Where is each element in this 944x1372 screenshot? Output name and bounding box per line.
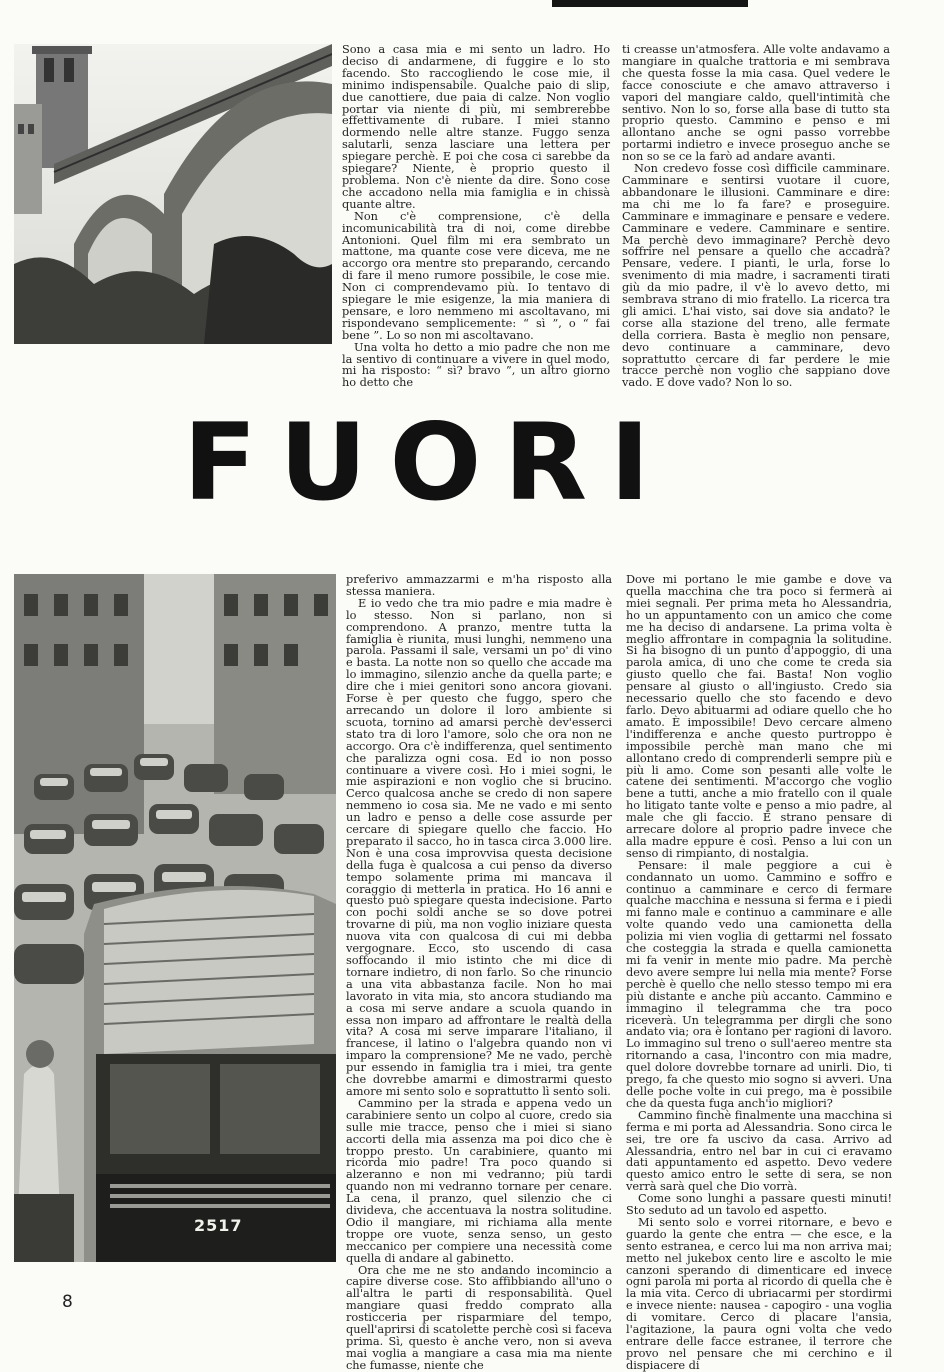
article-title: FUORI — [183, 401, 673, 524]
bus-number: 2517 — [194, 1216, 243, 1235]
paragraph: Come sono lunghi a passare questi minuti! Sto seduto ad un tavolo ed aspetto. — [626, 1191, 892, 1218]
paragraph: Una volta ho detto a mio padre che non me la sentivo di continuare a vivere in quel modo, mi ha risposto: “ sì? bravo ”, un altro giorno ho detto che — [342, 339, 610, 390]
top-column-1 — [342, 44, 610, 389]
top-black-bar — [552, 0, 748, 7]
paragraph: Dove mi portano le mie gambe e dove va quella macchina che tra poco si fermerà ai miei segnali. Per prima meta ho Alessandria, ho un appuntamento con un amico che come me ha deciso di andarsene. La prima volta è meglio affrontare in compagnia la solitudine. Si ha bisogno di un punto d'appoggio, di una parola amica, di uno che come te creda sia giusto quello che fai. Basta! Non voglio pensare al giusto o all'ingiusto. Credo sia necessario quello che sto facendo e devo farlo. Devo abituarmi ad odiare quello che ho amato. È impossibile! Devo cercare almeno l'indifferenza e anche questo purtroppo è impossibile perchè man mano che mi allontano credo di comprenderli sempre più e più li amo. Come son pesanti alle volte le catene dei sentimenti. M'accorgo che voglio bene a tutti, anche a mio fratello con il quale ho litigato tante volte e penso a mio padre, al male che gli faccio. È strano pensare di arrecare dolore al proprio padre invece che alla madre eppure è così. Penso a lui con un senso di rimpianto, di nostalgia. — [626, 572, 892, 860]
paragraph: Non credevo fosse così difficile camminare. Camminare e sentirsi vuotare il cuore, abbandonare le illusioni. Camminare e dire: ma chi me lo fa fare? e proseguire. Camminare e immaginare e pensare e vedere. Camminare e vedere. Camminare e sentire. Ma perchè devo immaginare? Perchè devo soffrire nel pensare a quello che accadrà? Pensare, vedere. I pianti, le urla, forse lo svenimento di mia madre, i sacramenti tirati giù da mio padre, il v'è lo avevo detto, mi sembrava strano di mio fratello. La ricerca tra gli amici. L'hai visto, sai dove sia andato? le corse alla stazione del treno, alle fermate della corriera. Basta è meglio non pensare, devo continuare a camminare, devo soprattutto cercare di far perdere le mie tracce perchè non voglio che sappiano dove vado. E dove vado? Non lo so. — [622, 161, 890, 390]
street-traffic-photo-icon — [14, 574, 336, 1262]
paragraph: Cammino finchè finalmente una macchina si ferma e mi porta ad Alessandria. Sono circa le sei, tre ore fa uscivo da casa. Arrivo ad Alessandria, entro nel bar in cui ci eravamo dati appuntamento ed aspetto. Devo vedere questo amico entro le sette di sera, se non verrà sarà quel che Dio vorrà. — [626, 1107, 892, 1194]
bridge-photo-icon — [14, 44, 332, 344]
top-column-2 — [622, 44, 890, 389]
paragraph: Sono a casa mia e mi sento un ladro. Ho deciso di andarmene, di fuggire e lo sto facendo. Sto raccogliendo le cose mie, il minimo indispensabile. Qualche paio di slip, due canottiere, due paia di calze. Non voglio portar via niente di più, mi sembrerebbe effettivamente di rubare. I miei stanno dormendo nelle altre stanze. Fuggo senza salutarli, senza lasciare una lettera per spiegare perchè. E poi che cosa ci sarebbe da spiegare? Niente, è proprio questo il problema. Non c'è niente da dire. Sono cose che accadono nella mia famiglia e in chissà quante altre. — [342, 42, 610, 211]
paragraph: ti creasse un'atmosfera. Alle volte andavamo a mangiare in qualche trattoria e mi sembrava che questa fosse la mia casa. Quel vedere le facce conosciute e che amavo attraverso i vapori del mangiare caldo, quell'intimità che sentivo. Non lo so, forse alla base di tutto sta proprio questo. Cammino e penso e mi allontano anche se ogni passo vorrebbe portarmi indietro e invece proseguo anche se non so se ce la farò ad andare avanti. — [622, 42, 890, 164]
bottom-column-2 — [626, 574, 892, 1372]
bottom-column-1 — [346, 574, 612, 1372]
paragraph: Ora che me ne sto andando incomincio a capire diverse cose. Sto affibbiando all'uno o all'altra le parti di responsabilità. Quel mangiare quasi freddo comprato alla rosticceria per risparmiare del tempo, quell'aprirsi di scatolette perchè così si faceva prima. Sì, questo è anche vero, non si aveva mai voglia a mangiare a casa mia ma niente che fumasse, niente che — [346, 1262, 612, 1372]
paragraph: Pensare: il male peggiore a cui è condannato un uomo. Cammino e soffro e continuo a camminare e cerco di fermare qualche macchina e nessuna si ferma e i piedi mi fanno male e continuo a camminare e alle volte quando vedo una camionetta della polizia mi vien voglia di gettarmi nel fossato che costeggia la strada e quella camionetta mi fa venir in mente mio padre. Ma perchè devo avere sempre lui nella mia mente? Forse perchè è quello che nello stesso tempo mi era più distante e anche più accanto. Cammino e immagino il telegramma che tra poco riceverà. Un telegramma per dirgli che sono andato via; ora è lontano per ragioni di lavoro. Lo immagino sul treno o sull'aereo mentre sta ritornando a casa, l'incontro con mia madre, quel dolore dovrebbe tornare ad unirli. Dio, ti prego, fa che questo mio sogno si avveri. Una delle poche volte in cui prego, ma è possibile che da questa fuga anch'io migliori? — [626, 857, 892, 1110]
street-traffic-photo — [14, 574, 336, 1262]
paragraph: Mi sento solo e vorrei ritornare, e bevo e guardo la gente che entra — che esce, e la sento estranea, e cerco lui ma non arriva mai; metto nel jukebox cento lire e ascolto le mie canzoni sperando di dimenticare ed invece ogni parola mi porta al ricordo di quella che è la mia vita. Cerco di ubriacarmi per stordirmi e invece niente: nausea - capogiro - una voglia di vomitare. Cerco di placare l'ansia, l'agitazione, la paura ogni volta che vedo entrare delle facce estranee, il terrore che provo nel pensare che mi cerchino e il dispiacere di — [626, 1214, 892, 1372]
paragraph: E io vedo che tra mio padre e mia madre è lo stesso. Non si parlano, non si comprendono. A pranzo, mentre tutta la famiglia è riunita, musi lunghi, nemmeno una parola. Passami il sale, versami un po' di vino e basta. La notte non so quello che accade ma lo immagino, silenzio anche da quella parte; e dire che i miei genitori sono ancora giovani. Forse è per questo che fuggo, spero che arrecando un dolore il loro ambiente si scuota, tornino ad amarsi perchè dev'esserci stato tra di loro l'amore, solo che ora non ne accorgo. Ora c'è indifferenza, quel sentimento che paralizza ogni cosa. Ed io non posso continuare a vivere così. Ho i miei sogni, le mie aspirazioni e non voglio che si brucino. Cerco qualcosa anche se credo di non sapere nemmeno io cosa sia. Me ne vado e mi sento un ladro e penso a delle cose assurde per cercare di spiegare quello che faccio. Ho preparato il sacco, ho in tasca circa 3.000 lire. Non è una cosa improvvisa questa decisione della fuga è qualcosa a cui penso da diverso tempo solamente prima mi mancava il coraggio di metterla in pratica. Ho 16 anni e questo può spiegare questa indecisione. Parto con pochi soldi anche se so dove potrei trovarne di più, ma non voglio iniziare questa nuova vita con qualcosa di cui mi debba vergognare. Ecco, sto uscendo di casa soffocando il mio istinto che mi dice di tornare indietro, di non farlo. So che rinuncio a una vita abbastanza facile. Non ho mai lavorato in vita mia, sto ancora studiando ma a cosa mi serve andare a scuola quando in essa non imparo ad affrontare le realtà della vita? A cosa mi serve imparare l'italiano, il francese, il latino o l'algebra quando non vi imparo la comprensione? Me ne vado, perchè pur essendo in famiglia tra i miei, tra gente che dovrebbe amarmi e dimostrarmi questo amore mi sento solo e soprattutto lì sento soli. — [346, 595, 612, 1098]
paragraph: preferivo ammazzarmi e m'ha risposto alla stessa maniera. — [346, 572, 612, 598]
bridge-photo — [14, 44, 332, 344]
page-number: 8 — [62, 1292, 73, 1312]
paragraph: Non c'è comprensione, c'è della incomunicabilità tra di noi, come direbbe Antonioni. Quel film mi era sembrato un mattone, ma quante cose vere diceva, me ne accorgo ora mentre sto preparando, cercando di fare il meno rumore possibile, le cose mie. Non ci comprendevamo più. Io tentavo di spiegare le mie esigenze, la mia maniera di pensare, e loro nemmeno mi ascoltavano, mi rispondevano semplicemente: “ sì ”, o “ fai bene ”. Lo so non mi ascoltavano. — [342, 208, 610, 342]
paragraph: Cammino per la strada e appena vedo un carabiniere sento un colpo al cuore, credo sia sulle mie tracce, penso che i miei si siano accorti della mia assenza ma poi dico che è troppo presto. Un carabiniere, quanto mi ricorda mio padre! Tra poco quando si alzeranno e non mi vedranno; più tardi quando non mi vedranno tornare per cenare. La cena, il pranzo, quel silenzio che ci divideva, che accentuava la nostra solitudine. Odio il mangiare, mi richiama alla mente troppe ore vuote, senza senso, un gesto meccanico per compiere una necessità come quella di andare al gabinetto. — [346, 1095, 612, 1265]
